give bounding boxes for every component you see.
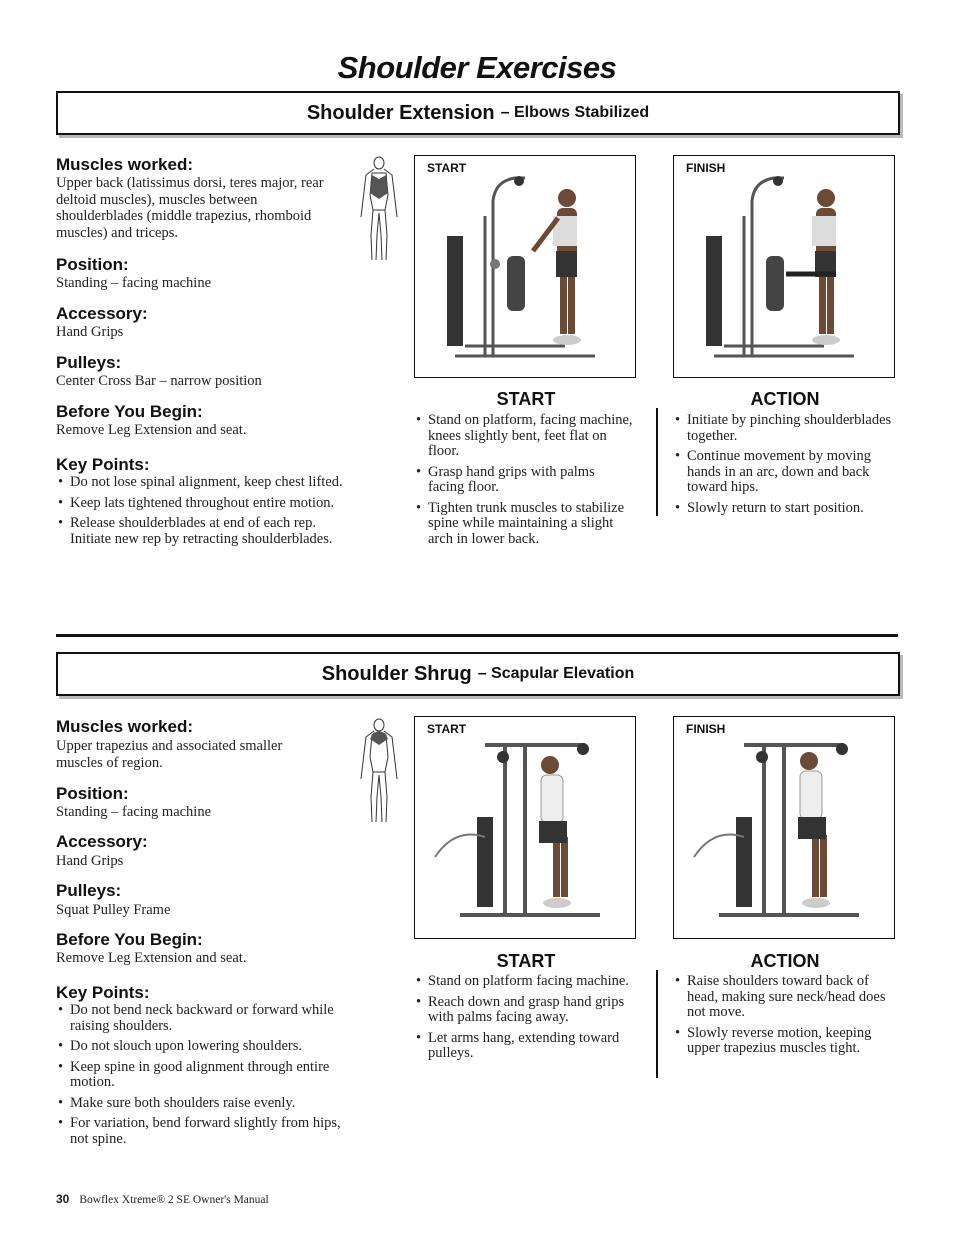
machine-illustration <box>674 717 894 938</box>
list-item: • Do not slouch upon lowering shoulders. <box>56 1039 346 1055</box>
section-subtitle: – Elbows Stabilized <box>500 104 650 121</box>
start-tag: START <box>427 161 467 175</box>
list-item: • Make sure both shoulders raise evenly. <box>56 1096 346 1112</box>
action-heading: ACTION <box>750 389 820 409</box>
position-text: Standing – facing machine <box>56 804 212 820</box>
list-item: • Release shoulderblades at end of each rep. Initiate new rep by retracting shoulderblades. <box>56 516 346 547</box>
section-title: Shoulder Shrug <box>321 662 472 685</box>
list-item: • Initiate by pinching shoulderblades together. <box>673 413 901 444</box>
list-item: • Keep lats tightened throughout entire motion. <box>56 496 346 512</box>
position-label: Position: <box>56 784 129 803</box>
muscles-label: Muscles worked: <box>56 717 193 736</box>
accessory-text: Hand Grips <box>56 324 124 340</box>
pulleys-label: Pulleys: <box>56 353 122 372</box>
pulleys-text: Squat Pulley Frame <box>56 902 171 918</box>
machine-illustration <box>674 156 894 377</box>
before-label: Before You Begin: <box>56 402 203 421</box>
pulleys-label: Pulleys: <box>56 881 122 900</box>
finish-tag: FINISH <box>686 161 726 175</box>
section-header-shoulder-extension <box>56 91 900 135</box>
pulleys-text: Center Cross Bar – narrow position <box>56 373 262 389</box>
muscles-text: Upper trapezius and associated smaller muscles of region. <box>56 738 283 771</box>
key-points-list <box>56 1003 346 1152</box>
list-item: • Stand on platform, facing machine, knees slightly bent, feet flat on floor. <box>414 413 634 460</box>
before-label: Before You Begin: <box>56 930 203 949</box>
accessory-label: Accessory: <box>56 832 148 851</box>
before-text: Remove Leg Extension and seat. <box>56 950 247 966</box>
section-divider <box>56 634 898 637</box>
machine-illustration <box>415 717 635 938</box>
key-points-list <box>56 475 346 552</box>
section-title: Shoulder Extension <box>306 101 495 124</box>
start-tag: START <box>427 722 467 736</box>
section-subtitle: – Scapular Elevation <box>477 665 635 682</box>
section-header-shoulder-shrug <box>56 652 900 696</box>
before-text: Remove Leg Extension and seat. <box>56 422 247 438</box>
position-text: Standing – facing machine <box>56 275 212 291</box>
start-photo <box>414 155 636 378</box>
column-divider <box>656 970 658 1078</box>
key-points-label: Key Points: <box>56 983 150 1002</box>
machine-illustration <box>415 156 635 377</box>
list-item: • Grasp hand grips with palms facing floor. <box>414 465 634 496</box>
position-label: Position: <box>56 255 129 274</box>
list-item: • Keep spine in good alignment through entire motion. <box>56 1060 346 1091</box>
finish-photo <box>673 155 895 378</box>
finish-tag: FINISH <box>686 722 726 736</box>
list-item: • Do not bend neck backward or forward while raising shoulders. <box>56 1003 346 1034</box>
key-points-label: Key Points: <box>56 455 150 474</box>
accessory-text: Hand Grips <box>56 853 124 869</box>
start-steps-list <box>414 974 634 1067</box>
finish-photo <box>673 716 895 939</box>
page-number: 30 <box>56 1192 70 1206</box>
accessory-label: Accessory: <box>56 304 148 323</box>
list-item: • Let arms hang, extending toward pulleys. <box>414 1031 634 1062</box>
start-steps-list <box>414 413 634 552</box>
list-item: • Raise shoulders toward back of head, making sure neck/head does not move. <box>673 974 901 1021</box>
list-item: • Reach down and grasp hand grips with palms facing away. <box>414 995 634 1026</box>
start-photo <box>414 716 636 939</box>
start-heading: START <box>496 951 556 971</box>
list-item: • Slowly reverse motion, keeping upper trapezius muscles tight. <box>673 1026 901 1057</box>
list-item: • Stand on platform facing machine. <box>414 974 634 990</box>
action-steps-list <box>673 974 901 1062</box>
page-title: Shoulder Exercises <box>337 50 617 85</box>
muscles-label: Muscles worked: <box>56 155 193 174</box>
column-divider <box>656 408 658 516</box>
muscle-anatomy-icon <box>358 155 400 265</box>
page-footer <box>56 1192 269 1206</box>
list-item: • Do not lose spinal alignment, keep chest lifted. <box>56 475 346 491</box>
muscle-anatomy-icon <box>358 717 400 827</box>
list-item: • Tighten trunk muscles to stabilize spine while maintaining a slight arch in lower back. <box>414 501 634 548</box>
manual-title: Bowflex Xtreme® 2 SE Owner's Manual <box>79 1194 269 1206</box>
list-item: • For variation, bend forward slightly from hips, not spine. <box>56 1116 346 1147</box>
start-heading: START <box>496 389 556 409</box>
action-steps-list <box>673 413 901 521</box>
list-item: • Continue movement by moving hands in an arc, down and back toward hips. <box>673 449 901 496</box>
muscles-text: Upper back (latissimus dorsi, teres major, rear deltoid muscles), muscles between shoulderblades (middle trapezius, rhomboid muscles) and triceps. <box>56 175 324 241</box>
action-heading: ACTION <box>750 951 820 971</box>
list-item: • Slowly return to start position. <box>673 501 901 517</box>
